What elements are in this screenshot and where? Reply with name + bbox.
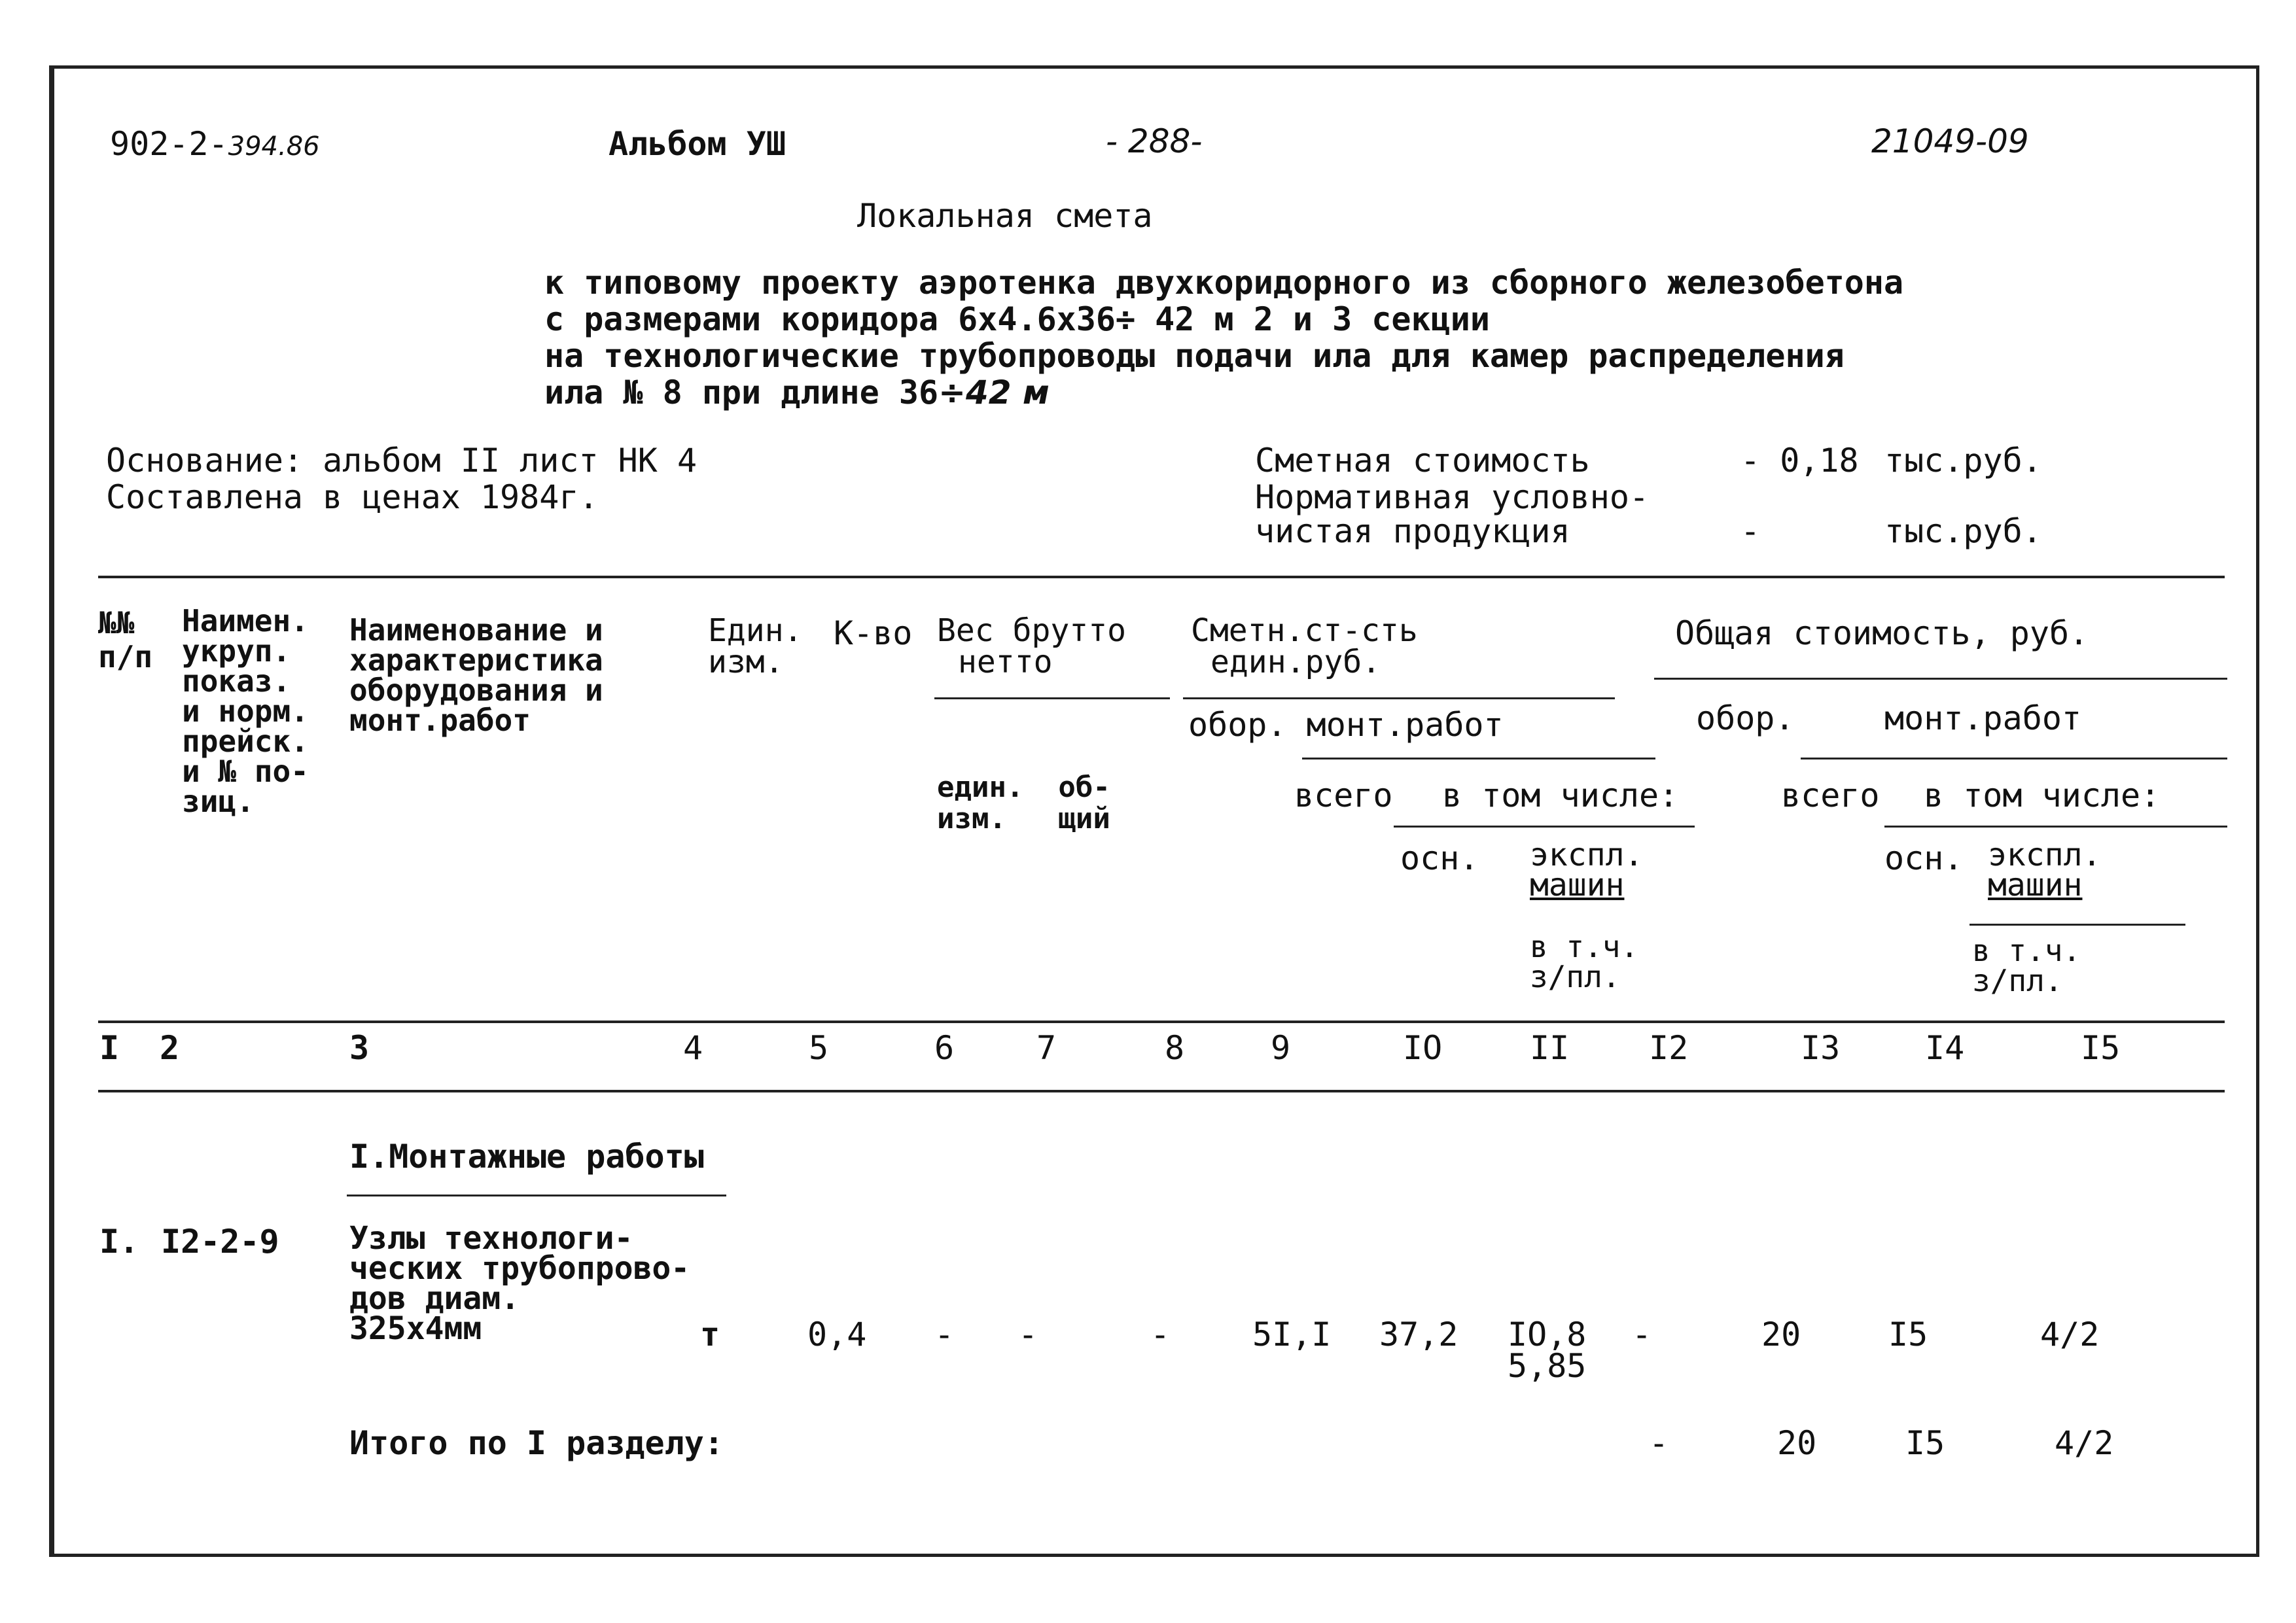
col-num-13: I3 [1801,1029,1841,1067]
estimate-cost-unit: тыс.руб. [1884,442,2042,480]
title-line-4 [544,374,1050,411]
title-line-1: к типовому проекту аэротенка двухкоридорного из сборного железобетона [544,264,1904,302]
col-header-unit-cost: Сметн.ст-сть един.руб. [1191,612,1418,680]
row-c13: 20 [1761,1316,1801,1353]
title-line-4-handwritten: ÷42 м [938,374,1050,411]
row-c8: - [1150,1316,1171,1353]
mount2-divider [1801,758,2227,759]
col-header-equip: обор. [1696,699,1795,737]
col-header-equip-mount: обор. монт.работ [1188,706,1504,744]
col-header-machines: экспл. машин [1530,837,1644,903]
unit-cost-divider [1183,697,1615,699]
mount-divider [1302,758,1655,759]
col-header-incl-2: в том числе: [1924,777,2161,814]
row-code: I2-2-9 [161,1223,279,1261]
product-unit: тыс.руб. [1884,512,2042,550]
row-name: Узлы технологи- ческих трубопрово- дов диам. 325х4мм [349,1220,690,1347]
title-line-2: с размерами коридора 6х4.6х36÷ 42 м 2 и 3 секции [544,300,1490,338]
product-label-1: Нормативная условно- [1255,478,1650,516]
col-header-wages: в т.ч. з/пл. [1530,929,1639,994]
col-header-total-cost: Общая стоимость, руб. [1675,614,2089,652]
col-num-1: I [99,1029,120,1067]
col-header-number: №№ п/п [98,605,153,674]
col-num-5: 5 [809,1029,829,1067]
table-top-rule [98,576,2225,578]
subtotal-c14: I5 [1905,1424,1945,1462]
incl-divider [1394,826,1695,828]
subtotal-label: Итого по I разделу: [349,1424,724,1462]
column-numbers-top-rule [98,1021,2225,1023]
incl2-divider [1884,826,2227,828]
col-header-base: осн. [1400,839,1479,877]
col-header-machines-2: экспл. машин [1988,837,2102,903]
col-header-weight: Вес брутто нетто [937,612,1126,680]
col-header-code: Наимен. укруп. показ. и норм. прейск. и № по- зиц. [182,603,309,819]
col-num-15: I5 [2081,1029,2121,1067]
col-num-6: 6 [934,1029,955,1067]
estimate-cost-value: - 0,18 [1740,442,1859,480]
col-num-9: 9 [1271,1029,1291,1067]
doc-code [110,126,320,165]
col-num-3: 3 [349,1029,370,1067]
subtotal-c13: 20 [1777,1424,1817,1462]
row-c6: - [934,1316,955,1353]
machines2-divider [1969,924,2185,926]
col-num-11: II [1530,1029,1570,1067]
title-line-3: на технологические трубопроводы подачи ила для камер распределения [544,337,1845,375]
album-label: Альбом УШ [609,125,786,163]
row-c11-wages: 5,85 [1508,1347,1587,1385]
sheet-code: 21049-09 [1871,122,2029,160]
col-num-14: I4 [1925,1029,1965,1067]
row-c12: - [1632,1316,1652,1353]
col-num-2: 2 [160,1029,180,1067]
col-header-wages-2: в т.ч. з/пл. [1972,933,2081,998]
column-numbers-bottom-rule [98,1090,2225,1092]
row-number: I. [99,1223,139,1261]
col-header-mount: монт.работ [1884,699,2082,737]
page-number: - 288- [1106,122,1203,160]
row-c7: - [1018,1316,1038,1353]
col-num-7: 7 [1036,1029,1057,1067]
row-c10: 37,2 [1379,1316,1458,1353]
col-header-name: Наименование и характеристика оборудования и монт.работ [349,612,603,738]
doc-code-handwritten: 394.86 [228,131,320,162]
estimate-cost-label: Сметная стоимость [1255,442,1590,480]
basis-line-1: Основание: альбом II лист НК 4 [106,442,698,480]
row-c9: 5I,I [1252,1316,1332,1353]
doc-code-prefix: 902-2- [110,125,228,163]
col-header-qty: К-во [834,614,913,652]
col-num-4: 4 [683,1029,703,1067]
section-title: I.Монтажные работы [349,1138,704,1176]
row-c15: 4/2 [2040,1316,2100,1353]
col-num-12: I2 [1649,1029,1689,1067]
row-c14: I5 [1888,1316,1928,1353]
product-label-2: чистая продукция [1255,512,1570,550]
row-c11: IO,8 [1508,1316,1587,1353]
col-num-8: 8 [1165,1029,1185,1067]
section-underline [347,1195,726,1196]
row-unit: т [700,1316,720,1353]
subtotal-c15: 4/2 [2055,1424,2114,1462]
estimate-heading: Локальная смета [857,197,1153,235]
weight-divider [934,697,1170,699]
col-header-unit: Един. изм. [708,612,803,680]
col-header-base-2: осн. [1884,839,1964,877]
col-num-10: IO [1403,1029,1443,1067]
col-header-weight-sub: един. об- изм. щий [937,771,1110,835]
col-header-total-2: всего [1781,777,1880,814]
title-line-4-print: ила № 8 при длине 36 [544,374,939,411]
total-cost-divider [1654,678,2227,680]
basis-line-2: Составлена в ценах 1984г. [106,478,599,516]
row-qty: 0,4 [807,1316,867,1353]
col-header-total: всего [1294,777,1393,814]
product-value: - [1740,512,1761,550]
col-header-incl: в том числе: [1442,777,1679,814]
subtotal-c12: - [1649,1424,1669,1462]
